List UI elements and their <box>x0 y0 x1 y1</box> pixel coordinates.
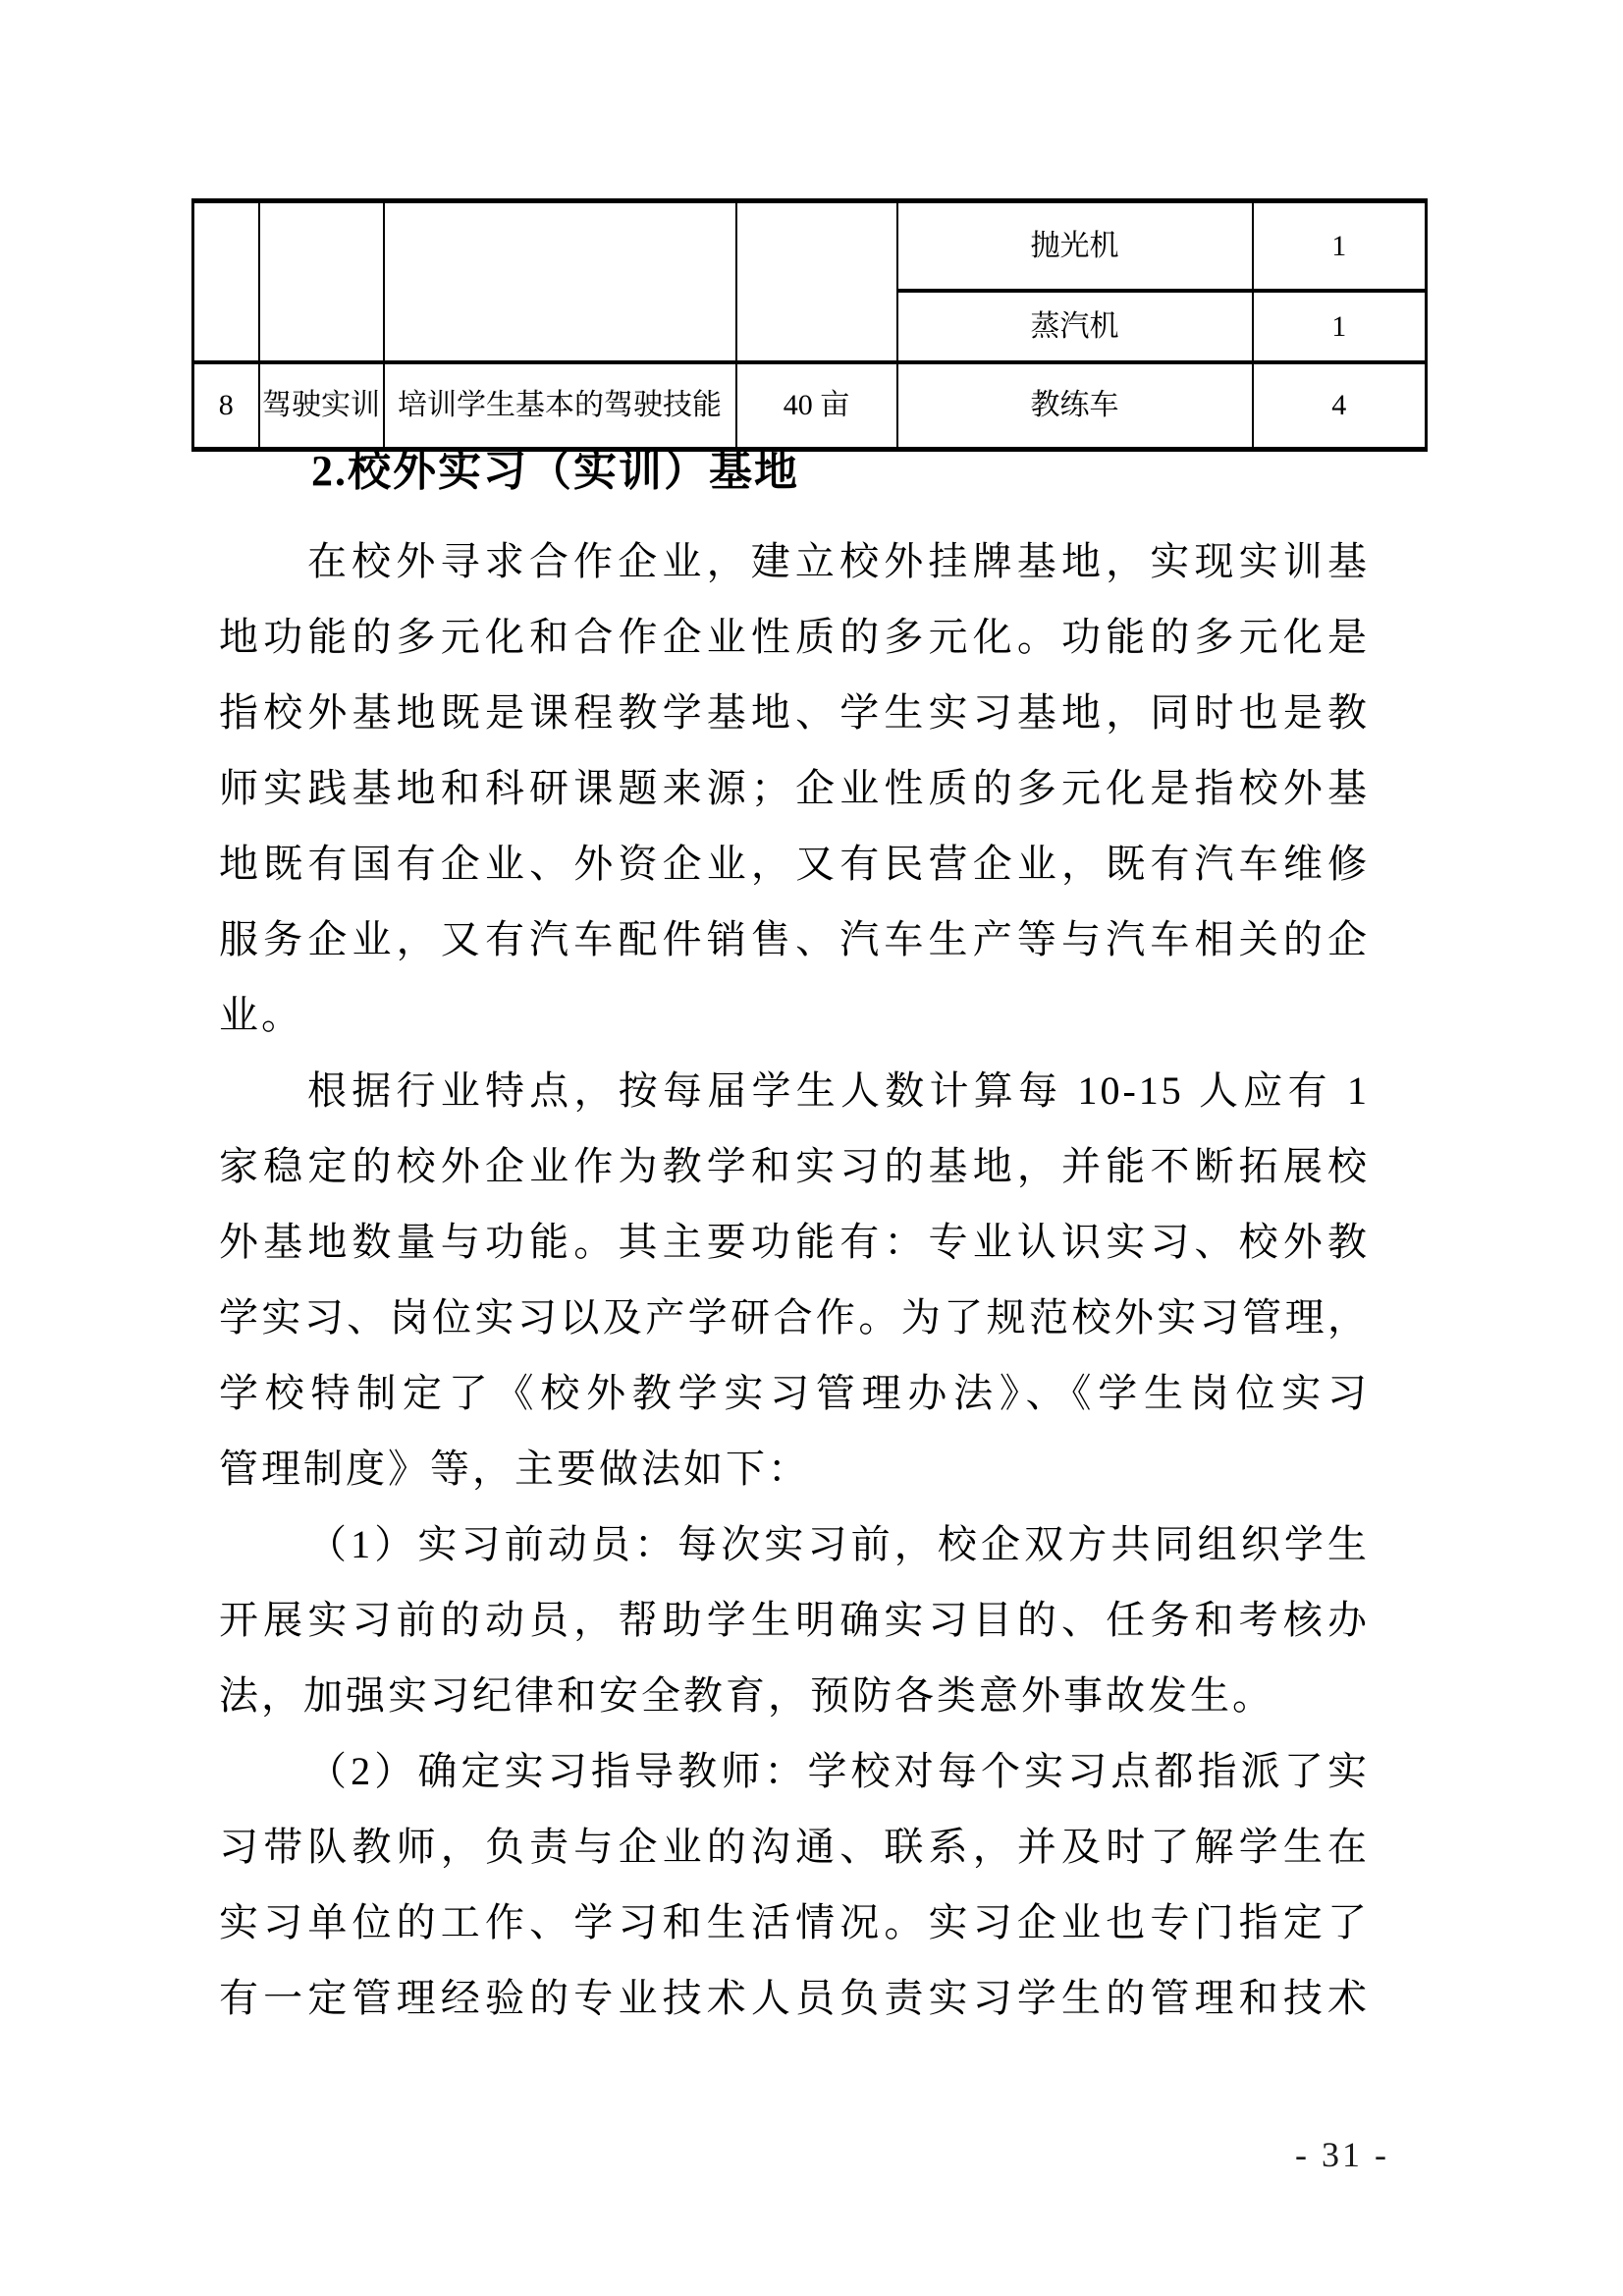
body-line: 习带队教师，负责与企业的沟通、联系，并及时了解学生在 <box>219 1825 1370 1869</box>
table-row <box>193 362 1427 450</box>
body-line: （1）实习前动员：每次实习前，校企双方共同组织学生 <box>307 1522 1370 1566</box>
table-cell-equipment: 教练车 <box>897 362 1253 450</box>
body-line: 地既有国有企业、外资企业，又有民营企业，既有汽车维修 <box>219 842 1370 886</box>
section-heading: 2.校外实习（实训）基地 <box>311 447 799 495</box>
body-line: 开展实习前的动员，帮助学生明确实习目的、任务和考核办 <box>219 1598 1370 1642</box>
table-cell-name: 驾驶实训 <box>259 362 384 450</box>
table-cell-empty-area <box>736 201 897 363</box>
table-cell-empty-name <box>259 201 384 363</box>
table-cell-description: 培训学生基本的驾驶技能 <box>384 362 736 450</box>
body-line: 法，加强实习纪律和安全教育，预防各类意外事故发生。 <box>219 1673 1274 1718</box>
body-line: 根据行业特点，按每届学生人数计算每 10-15 人应有 1 <box>307 1068 1370 1113</box>
body-line: 管理制度》等，主要做法如下： <box>219 1447 810 1491</box>
page-number: - 31 - <box>1295 2135 1389 2174</box>
body-line: 家稳定的校外企业作为教学和实习的基地，并能不断拓展校 <box>219 1144 1370 1188</box>
body-text <box>219 523 1370 2036</box>
body-line: 指校外基地既是课程教学基地、学生实习基地，同时也是教 <box>219 690 1370 735</box>
table-cell-area: 40 亩 <box>736 362 897 450</box>
table-cell-equipment: 抛光机 <box>897 201 1253 292</box>
body-line: 在校外寻求合作企业，建立校外挂牌基地，实现实训基 <box>307 539 1370 583</box>
body-line: 地功能的多元化和合作企业性质的多元化。功能的多元化是 <box>219 615 1370 659</box>
equipment-table <box>191 198 1428 452</box>
table-cell-equipment: 蒸汽机 <box>897 291 1253 362</box>
table-cell-qty: 1 <box>1253 201 1427 292</box>
body-line: 实习单位的工作、学习和生活情况。实习企业也专门指定了 <box>219 1900 1370 1944</box>
table-cell-qty: 4 <box>1253 362 1427 450</box>
table-cell-index: 8 <box>193 362 259 450</box>
body-line: 学实习、岗位实习以及产学研合作。为了规范校外实习管理， <box>219 1295 1370 1339</box>
body-line: 师实践基地和科研课题来源；企业性质的多元化是指校外基 <box>219 766 1370 810</box>
table-cell-qty: 1 <box>1253 291 1427 362</box>
body-line: 有一定管理经验的专业技术人员负责实习学生的管理和技术 <box>219 1976 1370 2020</box>
body-line: 服务企业，又有汽车配件销售、汽车生产等与汽车相关的企 <box>219 917 1370 961</box>
body-line: （2）确定实习指导教师：学校对每个实习点都指派了实 <box>307 1749 1370 1793</box>
body-line: 业。 <box>219 993 303 1037</box>
table-cell-empty-index <box>193 201 259 363</box>
table-cell-empty-description <box>384 201 736 363</box>
body-line: 外基地数量与功能。其主要功能有：专业认识实习、校外教 <box>219 1220 1370 1264</box>
table-row <box>193 201 1427 292</box>
body-line: 学校特制定了《校外教学实习管理办法》、《学生岗位实习 <box>219 1371 1370 1415</box>
